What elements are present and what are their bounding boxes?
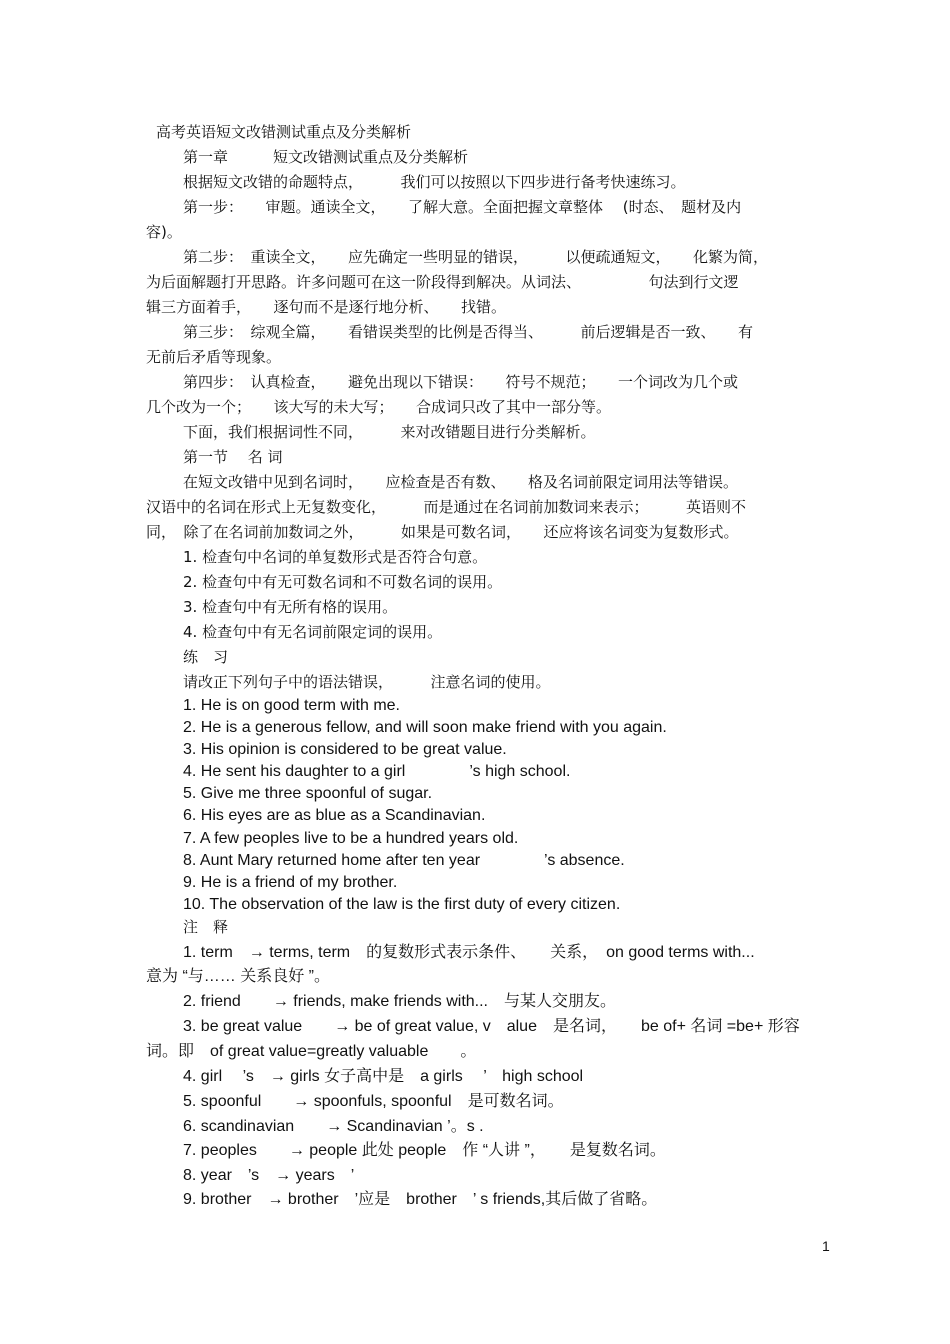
noun-paragraph: 在短文改错中见到名词时， 应检查是否有数、 格及名词前限定词用法等错误。	[183, 473, 739, 491]
exercise-item-2: 2. He is a generous fellow, and will soon make friend with you again.	[183, 719, 667, 736]
step-two-cont-2: 辑三方面着手， 逐句而不是逐行地分析、 找错。	[146, 298, 507, 316]
note-item-2: 2. friend → friends, make friends with... 与某人交朋友。	[183, 993, 617, 1010]
note-item-3: 3. be great value → be of great value, v alue 是名词， be of+ 名词 =be+ 形容	[183, 1018, 800, 1035]
intro-paragraph: 根据短文改错的命题特点， 我们可以按照以下四步进行备考快速练习。	[183, 173, 686, 191]
step-two: 第二步： 重读全文， 应先确定一些明显的错误， 以便疏通短文， 化繁为简，	[183, 248, 769, 266]
exercise-item-7: 7. A few peoples live to be a hundred years old.	[183, 830, 519, 847]
note-item-3-cont: 词。即 of great value=greatly valuable 。	[146, 1043, 477, 1060]
exercise-item-10: 10. The observation of the law is the first duty of every citizen.	[183, 896, 621, 913]
exercise-instruction: 请改正下列句子中的语法错误， 注意名词的使用。	[183, 673, 551, 691]
check-item-1: 1. 检查句中名词的单复数形式是否符合句意。	[183, 548, 488, 566]
step-three-cont: 无前后矛盾等现象。	[146, 348, 282, 366]
exercise-item-5: 5. Give me three spoonful of sugar.	[183, 785, 433, 802]
transition-text: 下面，我们根据词性不同， 来对改错题目进行分类解析。	[183, 423, 596, 441]
step-four-cont: 几个改为一个； 该大写的未大写； 合成词只改了其中一部分等。	[146, 398, 612, 416]
document-title: 高考英语短文改错测试重点及分类解析	[156, 123, 412, 141]
step-three: 第三步： 综观全篇， 看错误类型的比例是否得当、 前后逻辑是否一致、 有	[183, 323, 754, 341]
page-number: 1	[822, 1238, 830, 1254]
noun-paragraph-cont-2: 同， 除了在名词前加数词之外， 如果是可数名词， 还应将该名词变为复数形式。	[146, 523, 739, 541]
chapter-heading: 第一章 短文改错测试重点及分类解析	[183, 148, 469, 166]
note-item-7: 7. peoples → people 此处 people 作 “人讲 ”， 是复数名词。	[183, 1142, 666, 1159]
step-one-cont: 容)。	[146, 223, 182, 241]
step-two-cont: 为后面解题打开思路。许多问题可在这一阶段得到解决。从词法、 句法到行文逻	[146, 273, 739, 291]
noun-paragraph-cont: 汉语中的名词在形式上无复数变化， 而是通过在名词前加数词来表示； 英语则不	[146, 498, 747, 516]
exercise-item-1: 1. He is on good term with me.	[183, 697, 400, 714]
exercise-item-4: 4. He sent his daughter to a girl ’s high school.	[183, 763, 571, 780]
note-item-5: 5. spoonful → spoonfuls, spoonful 是可数名词。	[183, 1093, 564, 1110]
section-heading: 第一节 名 词	[183, 448, 283, 466]
exercise-heading: 练 习	[183, 648, 229, 666]
notes-heading: 注 释	[183, 918, 229, 936]
step-one: 第一步： 审题。通读全文， 了解大意。全面把握文章整体 (时态、 题材及内	[183, 198, 742, 216]
check-item-2: 2. 检查句中有无可数名词和不可数名词的误用。	[183, 573, 503, 591]
note-item-6: 6. scandinavian → Scandinavian ’。s .	[183, 1118, 484, 1135]
note-item-1-cont: 意为 “与…… 关系良好 ”。	[146, 968, 330, 985]
exercise-item-8: 8. Aunt Mary returned home after ten year ’s absence.	[183, 852, 625, 869]
note-item-9: 9. brother → brother ’应是 brother ’ s friends,其后做了省略。	[183, 1191, 658, 1208]
note-item-4: 4. girl ’s → girls 女子高中是 a girls ’ high school	[183, 1068, 584, 1085]
step-four: 第四步： 认真检查， 避免出现以下错误： 符号不规范； 一个词改为几个或	[183, 373, 739, 391]
note-item-8: 8. year ’s → years ’	[183, 1167, 355, 1184]
note-item-1: 1. term → terms, term 的复数形式表示条件、 关系， on good terms with...	[183, 944, 755, 961]
exercise-item-3: 3. His opinion is considered to be great value.	[183, 741, 507, 758]
exercise-item-6: 6. His eyes are as blue as a Scandinavian.	[183, 807, 486, 824]
exercise-item-9: 9. He is a friend of my brother.	[183, 874, 398, 891]
check-item-3: 3. 检查句中有无所有格的误用。	[183, 598, 398, 616]
check-item-4: 4. 检查句中有无名词前限定词的误用。	[183, 623, 443, 641]
